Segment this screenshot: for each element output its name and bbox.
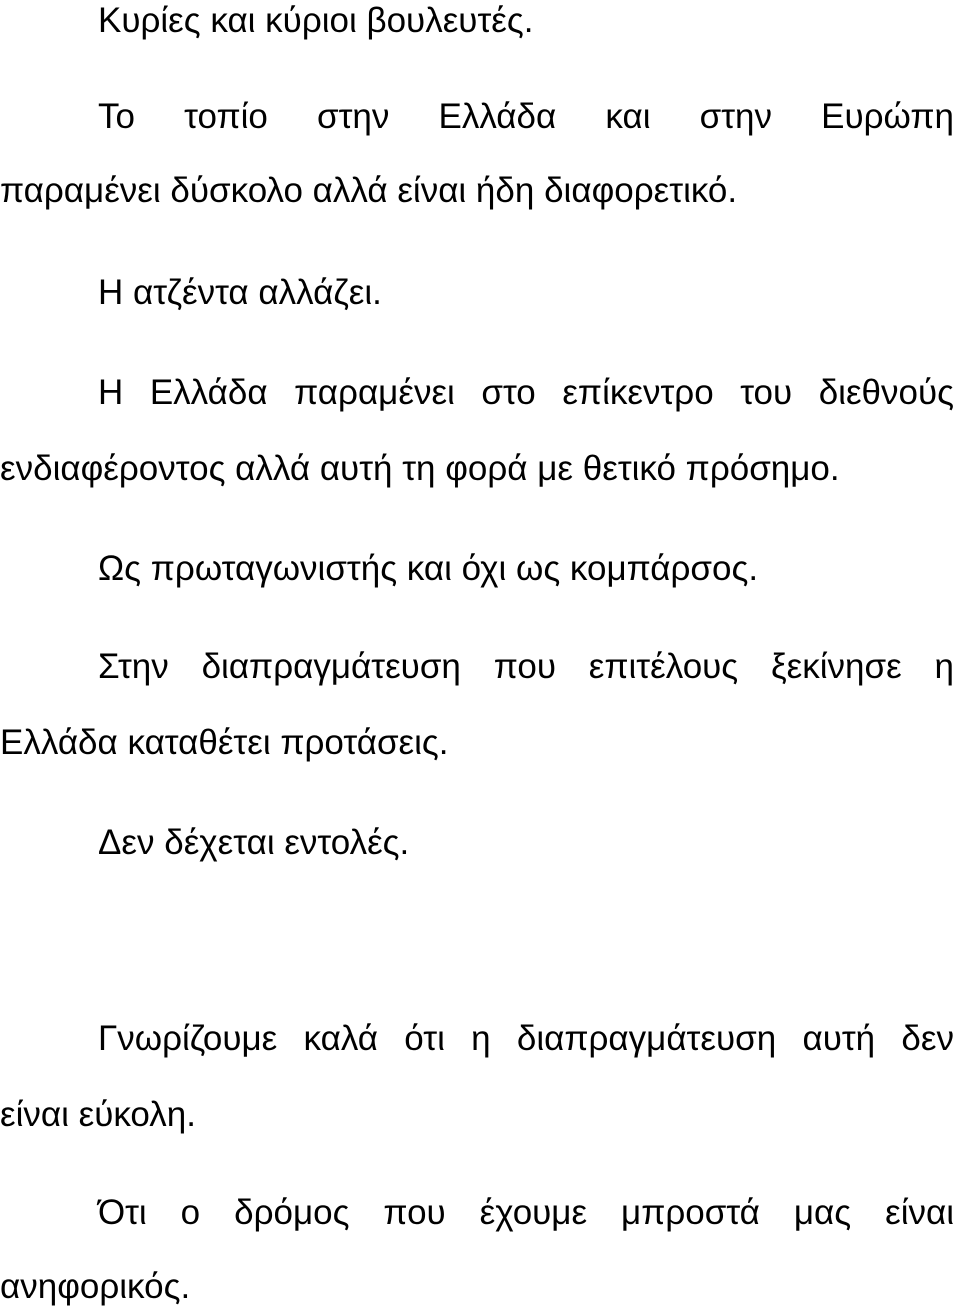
paragraph-3-line-1: Η ατζέντα αλλάζει.: [98, 273, 382, 312]
paragraph-9-line-1: Ότι ο δρόμος που έχουμε μπροστά μας είναι: [98, 1193, 954, 1232]
paragraph-4-line-1: Η Ελλάδα παραμένει στο επίκεντρο του διεθνούς: [98, 373, 954, 412]
paragraph-4-line-2: ενδιαφέροντος αλλά αυτή τη φορά με θετικό πρόσημο.: [0, 449, 840, 488]
paragraph-6-line-1: Στην διαπραγμάτευση που επιτέλους ξεκίνησε η: [98, 647, 954, 686]
paragraph-6-line-2: Ελλάδα καταθέτει προτάσεις.: [0, 723, 449, 762]
paragraph-9-line-2: ανηφορικός.: [0, 1267, 191, 1306]
paragraph-2-line-1: Το τοπίο στην Ελλάδα και στην Ευρώπη: [98, 97, 954, 136]
paragraph-8-line-2: είναι εύκολη.: [0, 1095, 196, 1134]
paragraph-5-line-1: Ως πρωταγωνιστής και όχι ως κομπάρσος.: [98, 549, 759, 588]
paragraph-8-line-1: Γνωρίζουμε καλά ότι η διαπραγμάτευση αυτή δεν: [98, 1019, 954, 1058]
paragraph-1-line-1: Κυρίες και κύριοι βουλευτές.: [98, 1, 534, 40]
paragraph-2-line-2: παραμένει δύσκολο αλλά είναι ήδη διαφορετικό.: [0, 171, 738, 210]
paragraph-7-line-1: Δεν δέχεται εντολές.: [98, 823, 410, 862]
